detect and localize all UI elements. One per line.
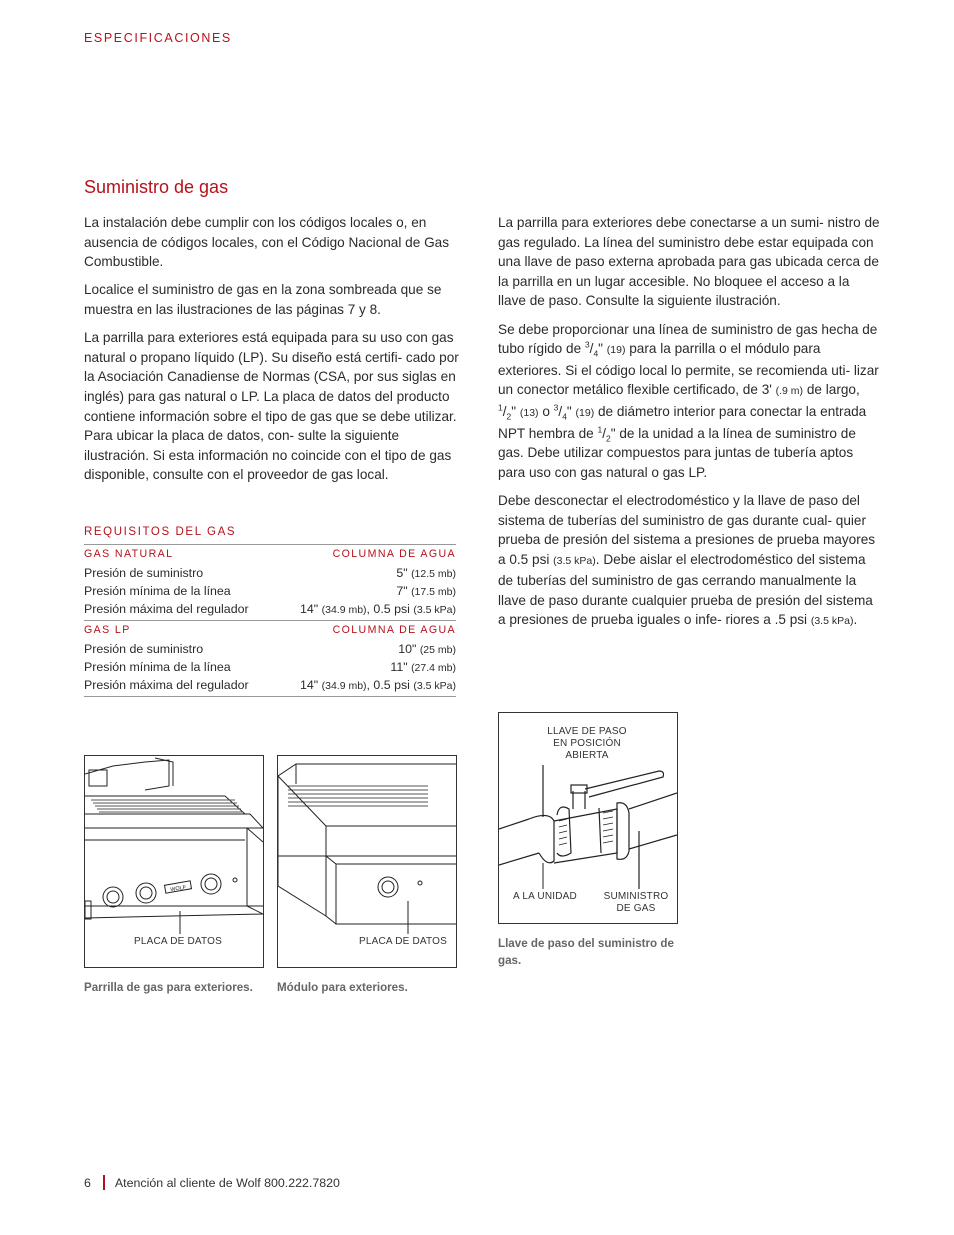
footer-divider — [103, 1175, 105, 1190]
left-column — [84, 213, 466, 494]
page-header: ESPECIFICACIONES — [84, 31, 232, 45]
paragraph: La parrilla para exteriores está equipada para su uso con gas natural o propano líquido (LP). Su diseño está certifi- cado por la Asociación Canadiense de Normas (CSA, por sus siglas en inglés) para gas natural o LP. La placa de datos del producto contiene información sobre el tipo de gas que se debe utilizar. Para ubicar la placa de datos, con- sulte la siguiente ilustración. Si esta información no coincide con el tipo de gas disponible, consulte con el proveedor de gas local. — [84, 330, 459, 483]
page-number: 6 — [84, 1176, 91, 1190]
table-row: Presión de suministro 10" (25 mb) — [84, 642, 456, 656]
grill-illustration — [84, 755, 264, 968]
brand-badge: WOLF — [170, 884, 187, 894]
natural-gas-group — [84, 544, 456, 621]
section-title: Suministro de gas — [84, 177, 229, 197]
right-column — [498, 213, 880, 641]
requirements-title: REQUISITOS DEL GAS — [84, 526, 237, 538]
customer-service-text: Atención al cliente de Wolf 800.222.7820 — [114, 1176, 340, 1190]
gas-valve-illustration — [498, 712, 678, 924]
valve-open-label: LLAVE DE PASO EN POSICIÓN ABIERTA — [547, 726, 627, 761]
table-row: Presión mínima de la línea 11" (27.4 mb) — [84, 660, 456, 674]
valve-caption: Llave de paso del suministro de gas. — [498, 937, 674, 967]
data-plate-label: PLACA DE DATOS — [358, 936, 447, 947]
lp-gas-group — [84, 621, 456, 697]
table-row: Presión de suministro 5" (12.5 mb) — [84, 566, 456, 580]
gas-supply-label: SUMINISTRO DE GAS — [603, 891, 669, 914]
paragraph: Debe desconectar el electrodoméstico y la llave de paso del sistema de tuberías del suministro de gas durante cual- quier prueba de presión del sistema a presiones de prueba mayores a 0.5 psi (3.5 kPa). Debe aislar el electrodoméstico del sistema de tuberías del suministro de gas cerrando manualmente la llave de paso durante cualquier prueba de presión del sistema a presiones de prueba iguales o infe- riores a .5 psi (3.5 kPa). — [498, 492, 876, 628]
paragraph: Localice el suministro de gas en la zona sombreada que se muestra en las ilustraciones de las páginas 7 y 8. — [84, 282, 442, 317]
table-row: Presión máxima del regulador 14" (34.9 mb), 0.5 psi (3.5 kPa) — [84, 678, 456, 692]
data-plate-label: PLACA DE DATOS — [133, 936, 222, 947]
table-header: GAS LP COLUMNA DE AGUA — [84, 624, 456, 636]
to-unit-label: A LA UNIDAD — [513, 891, 577, 902]
gas-requirements-table — [84, 544, 456, 697]
grill-caption: Parrilla de gas para exteriores. — [84, 981, 253, 994]
page-footer — [84, 1175, 340, 1190]
paragraph: La instalación debe cumplir con los códigos locales o, en ausencia de códigos locales, con el Código Nacional de Gas Combustible. — [84, 215, 449, 270]
table-row: Presión máxima del regulador 14" (34.9 mb), 0.5 psi (3.5 kPa) — [84, 602, 456, 616]
paragraph: La parrilla para exteriores debe conectarse a un sumi- nistro de gas regulado. La línea del suministro debe estar equipada con una llave de paso externa aprobada para gas ubicada cerca de la parrilla en un lugar accesible. No bloquee el acceso a la llave de paso. Consulte la siguiente ilustración. — [498, 215, 880, 309]
paragraph: Se debe proporcionar una línea de suministro de gas hecha de tubo rígido de $^3/_4$" (19) para la parrilla o el módulo para exteriores. Si el código local lo permite, se recomienda uti- lizar un conector metálico flexible certificado, de 3' (.9 m) de largo, $^1/_2$" (13) o $^3/_4$" (19) de diámetro interior para conectar la entrada NPT hembra de $^1/_2$" de la unidad a la línea de suministro de gas. Debe utilizar compuestos para juntas de tubería aptos para uso con gas natural o gas LP. — [498, 321, 879, 480]
module-caption: Módulo para exteriores. — [277, 981, 408, 994]
module-illustration — [277, 755, 457, 968]
table-row: Presión mínima de la línea 7" (17.5 mb) — [84, 584, 456, 598]
table-header: GAS NATURAL COLUMNA DE AGUA — [84, 544, 456, 564]
